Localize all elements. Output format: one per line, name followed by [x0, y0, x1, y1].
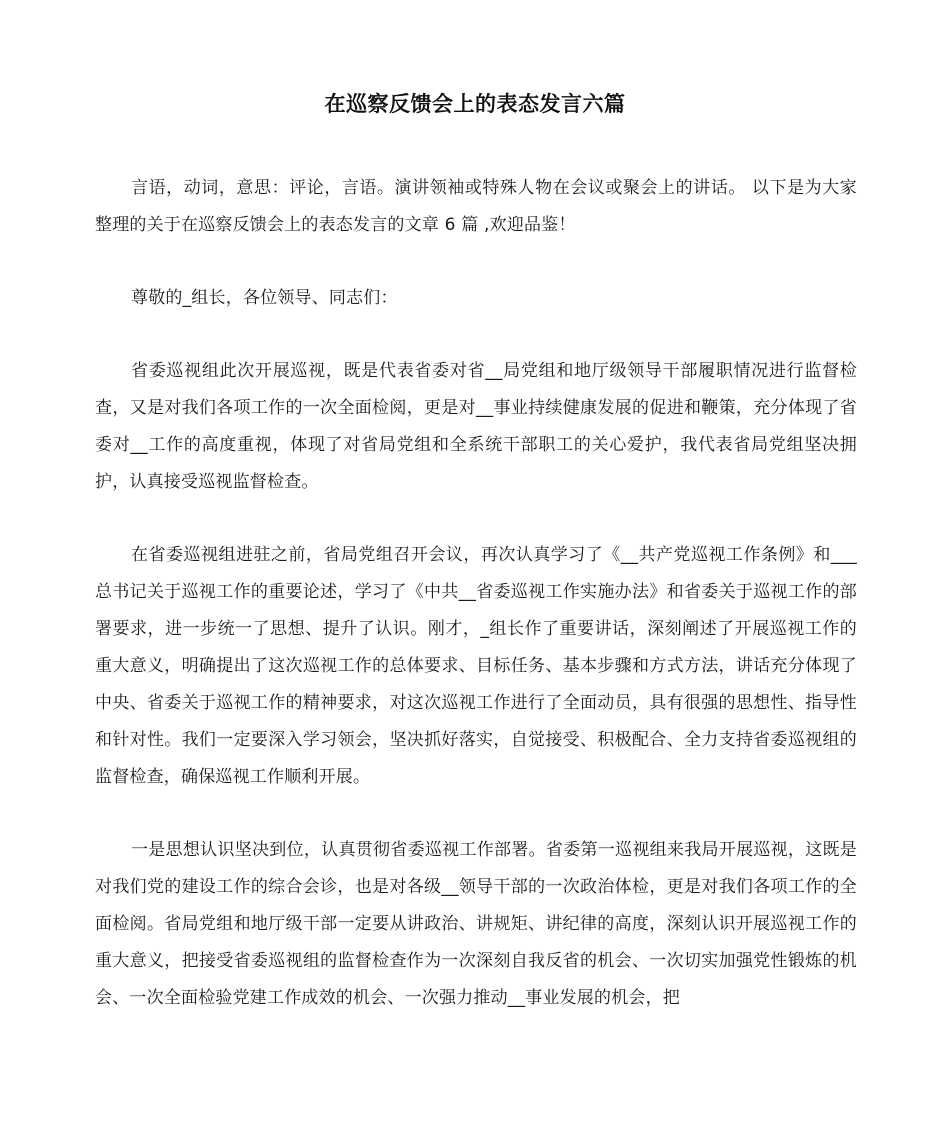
document-body: [95, 170, 857, 1053]
paragraph-body-3: 一是思想认识坚决到位，认真贯彻省委巡视工作部署。省委第一巡视组来我局开展巡视，这既是对我们党的建设工作的综合会诊，也是对各级__领导干部的一次政治体检，更是对我们各项工作的全面检阅。省局党组和地厅级干部一定要从讲政治、讲规矩、讲纪律的高度，深刻认识开展巡视工作的重大意义，把接受省委巡视组的监督检查作为一次深刻自我反省的机会、一次切实加强党性锻炼的机会、一次全面检验党建工作成效的机会、一次强力推动__事业发展的机会，把: [95, 840, 857, 1008]
paragraph-salutation: 尊敬的_组长，各位领导、同志们：: [131, 288, 398, 308]
paragraph-intro: 言语，动词，意思：评论，言语。演讲领袖或特殊人物在会议或聚会上的讲话。 以下是为大家整理的关于在巡察反馈会上的表态发言的文章 6 篇 ,欢迎品鉴！: [95, 178, 857, 235]
paragraph-body-2: 在省委巡视组进驻之前，省局党组召开会议，再次认真学习了《__共产党巡视工作条例》和___总书记关于巡视工作的重要论述，学习了《中共__省委巡视工作实施办法》和省委关于巡视工作的部署要求，进一步统一了思想、提升了认识。刚才，_组长作了重要讲话，深刻阐述了开展巡视工作的重大意义，明确提出了这次巡视工作的总体要求、目标任务、基本步骤和方式方法，讲话充分体现了中央、省委关于巡视工作的精神要求，对这次巡视工作进行了全面动员，具有很强的思想性、指导性和针对性。我们一定要深入学习领会，坚决抓好落实，自觉接受、积极配合、全力支持省委巡视组的监督检查，确保巡视工作顺利开展。: [95, 545, 857, 787]
paragraph-body-1: 省委巡视组此次开展巡视，既是代表省委对省__局党组和地厅级领导干部履职情况进行监督检查，又是对我们各项工作的一次全面检阅，更是对__事业持续健康发展的促进和鞭策，充分体现了省委对__工作的高度重视，体现了对省局党组和全系统干部职工的关心爱护，我代表省局党组坚决拥护，认真接受巡视监督检查。: [95, 361, 857, 492]
document-title: 在巡察反馈会上的表态发言六篇: [324, 92, 626, 116]
